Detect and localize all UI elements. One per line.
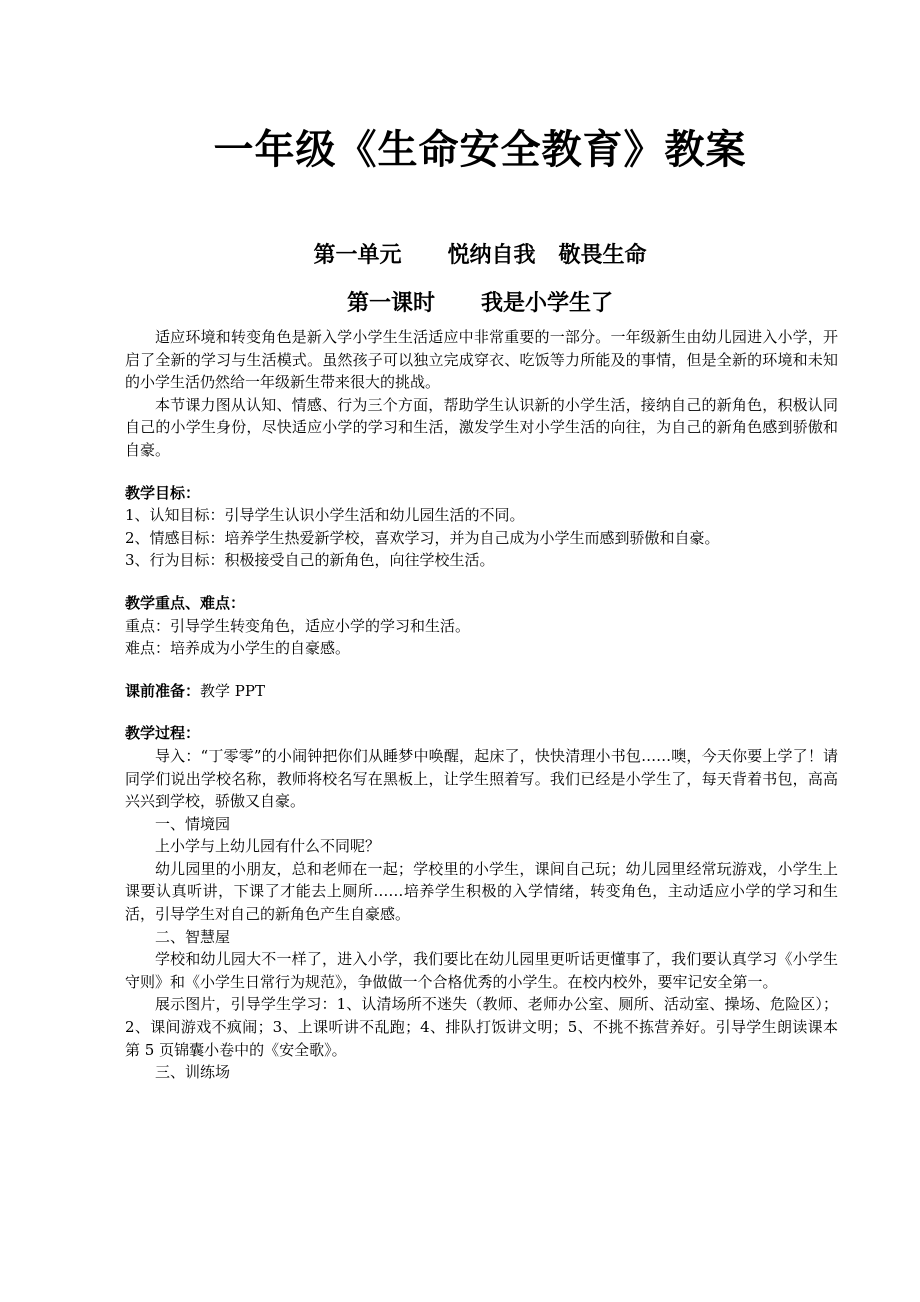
objective-item: 2、情感目标：培养学生热爱新学校，喜欢学习，并为自己成为小学生而感到骄傲和自豪。 bbox=[125, 528, 720, 547]
key-points-label: 教学重点、难点： bbox=[125, 593, 246, 612]
intro-paragraph: 适应环境和转变角色是新入学小学生生活适应中非常重要的一部分。一年级新生由幼儿园进入小学，开启了全新的学习与生活模式。虽然孩子可以独立完成穿衣、吃饭等力所能及的事情，但是全新的环境和未知的小学生活仍然给一年级新生带来很大的挑战。 bbox=[125, 328, 838, 392]
lesson-heading: 第一课时 我是小学生了 bbox=[347, 291, 613, 316]
preparation-line bbox=[125, 680, 838, 703]
objectives-label: 教学目标： bbox=[125, 483, 201, 502]
process-paragraph: 上小学与上幼儿园有什么不同呢？ bbox=[155, 837, 381, 856]
process-paragraph: 幼儿园里的小朋友，总和老师在一起；学校里的小学生，课间自己玩；幼儿园里经常玩游戏，小学生上课要认真听讲，下课了才能去上厕所……培养学生积极的入学情绪，转变角色，主动适应小学的学习和生活，引导学生对自己的新角色产生自豪感。 bbox=[125, 859, 838, 924]
preparation-value: 教学 PPT bbox=[200, 681, 265, 700]
process-paragraph: 学校和幼儿园大不一样了，进入小学，我们要比在幼儿园里更听话更懂事了，我们要认真学习《小学生守则》和《小学生日常行为规范》，争做做一个合格优秀的小学生。在校内校外，要牢记安全第一。 bbox=[125, 950, 838, 991]
key-point-item: 难点：培养成为小学生的自豪感。 bbox=[125, 639, 351, 658]
preparation-label: 课前准备： bbox=[125, 681, 201, 700]
process-paragraph: 展示图片，引导学生学习：1、认清场所不迷失（教师、老师办公室、厕所、活动室、操场、危险区）；2、课间游戏不疯闹；3、上课听讲不乱跑；4、排队打饭讲文明；5、不挑不拣营养好。引导学生朗读课本第 5 页锦囊小卷中的《安全歌》。 bbox=[125, 995, 838, 1059]
intro-paragraph: 本节课力图从认知、情感、行为三个方面，帮助学生认识新的小学生活，接纳自己的新角色，积极认同自己的小学生身份，尽快适应小学的学习和生活，激发学生对小学生活的向往，为自己的新角色感到骄傲和自豪。 bbox=[125, 395, 838, 459]
process-paragraph: 导入：“丁零零”的小闹钟把你们从睡梦中唤醒，起床了，快快清理小书包……噢，今天你要上学了！请同学们说出学校名称，教师将校名写在黑板上，让学生照着写。我们已经是小学生了，每天背着书包，高高兴兴到学校，骄傲又自豪。 bbox=[125, 746, 838, 811]
section-heading: 一、情境园 bbox=[155, 814, 231, 833]
unit-heading: 第一单元 悦纳自我 敬畏生命 bbox=[313, 243, 647, 268]
objective-item: 1、认知目标：引导学生认识小学生活和幼儿园生活的不同。 bbox=[125, 506, 525, 525]
process-label: 教学过程： bbox=[125, 724, 201, 743]
objective-item: 3、行为目标：积极接受自己的新角色，向往学校生活。 bbox=[125, 551, 495, 570]
document-title: 一年级《生命安全教育》教案 bbox=[213, 127, 747, 173]
key-point-item: 重点：引导学生转变角色，适应小学的学习和生活。 bbox=[125, 616, 471, 635]
section-heading: 二、智慧屋 bbox=[155, 927, 231, 946]
section-heading: 三、训练场 bbox=[155, 1063, 231, 1082]
document-body bbox=[125, 326, 838, 1084]
